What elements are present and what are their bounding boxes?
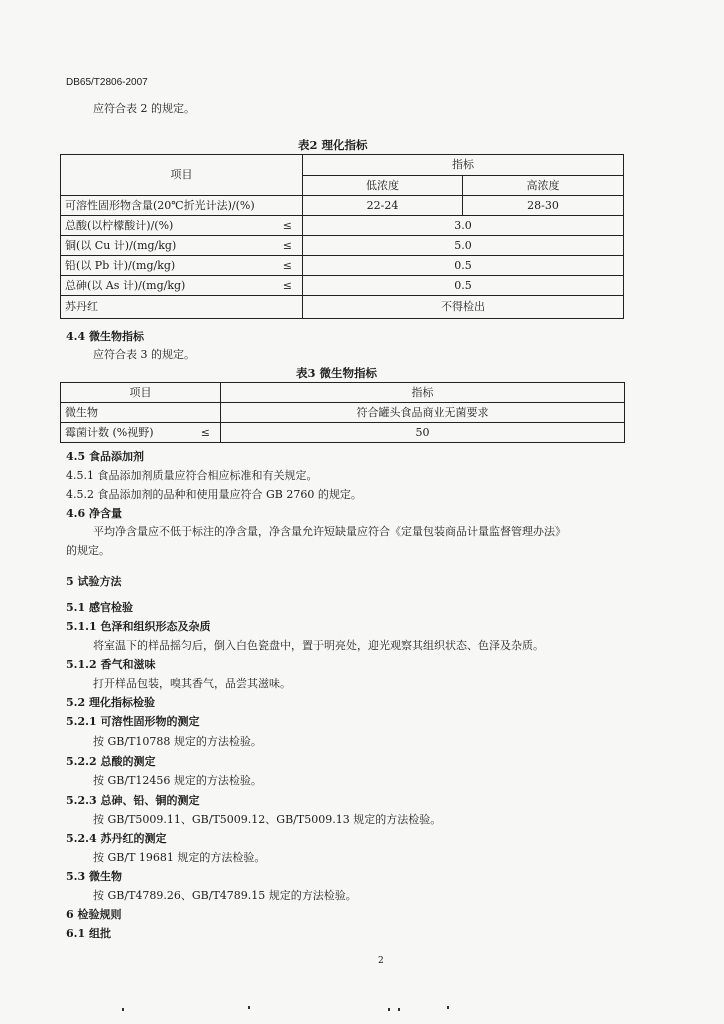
section-4-6-text: 平均净含量应不低于标注的净含量，净含量允许短缺量应符合《定量包装商品计量监督管理办法》 xyxy=(93,525,566,538)
table2-row-name: 可溶性固形物含量(20℃折光计法)/(%) xyxy=(61,196,303,216)
intro-line: 应符合表 2 的规定。 xyxy=(93,102,195,115)
table-row xyxy=(61,276,624,296)
section-5-1-2-title: 5.1.2 香气和滋味 xyxy=(66,658,156,671)
table3-row-name xyxy=(61,423,221,443)
section-4-4-title: 4.4 微生物指标 xyxy=(66,330,144,343)
table-row xyxy=(61,256,624,276)
table2-item-header: 项目 xyxy=(61,155,303,196)
section-4-6-title: 4.6 净含量 xyxy=(66,507,122,520)
section-5-title: 5 试验方法 xyxy=(66,575,122,588)
table2-title: 表2 理化指标 xyxy=(298,138,368,152)
section-5-2-title: 5.2 理化指标检验 xyxy=(66,696,155,709)
table2-row-label: 总酸(以柠檬酸计)/(%) xyxy=(65,218,174,232)
table2 xyxy=(60,154,624,319)
le-sign: ≤ xyxy=(282,278,292,292)
section-4-5-2: 4.5.2 食品添加剂的品种和使用量应符合 GB 2760 的规定。 xyxy=(66,488,362,501)
section-5-1-1-title: 5.1.1 色泽和组织形态及杂质 xyxy=(66,620,211,633)
table2-row-value: 3.0 xyxy=(303,216,624,236)
section-5-2-4-text: 按 GB/T 19681 规定的方法检验。 xyxy=(93,851,266,864)
le-sign: ≤ xyxy=(282,238,292,252)
table2-row-value: 0.5 xyxy=(303,256,624,276)
table2-row-label: 铅(以 Pb 计)/(mg/kg) xyxy=(65,258,176,272)
section-6-1-title: 6.1 组批 xyxy=(66,927,111,940)
table3-row-name: 微生物 xyxy=(61,403,221,423)
document-code: DB65/T2806-2007 xyxy=(66,77,148,88)
scan-speck xyxy=(248,1006,250,1009)
le-sign: ≤ xyxy=(200,425,210,439)
table2-row-label: 总砷(以 As 计)/(mg/kg) xyxy=(65,278,186,292)
table-row xyxy=(61,403,625,423)
table2-row-name xyxy=(61,216,303,236)
table2-row-name: 苏丹红 xyxy=(61,296,303,319)
section-5-2-2-text: 按 GB/T12456 规定的方法检验。 xyxy=(93,774,262,787)
section-4-5-1: 4.5.1 食品添加剂质量应符合相应标准和有关规定。 xyxy=(66,469,318,482)
table2-index-header: 指标 xyxy=(303,155,624,176)
table-row xyxy=(61,296,624,319)
page-number: 2 xyxy=(378,956,384,966)
section-6-title: 6 检验规则 xyxy=(66,908,122,921)
table3-row-value: 符合罐头食品商业无菌要求 xyxy=(221,403,625,423)
section-4-5-title: 4.5 食品添加剂 xyxy=(66,450,144,463)
table3 xyxy=(60,382,625,443)
section-5-1-2-text: 打开样品包装，嗅其香气，品尝其滋味。 xyxy=(93,677,291,690)
table2-row-value: 5.0 xyxy=(303,236,624,256)
table3-item-header: 项目 xyxy=(61,383,221,403)
table-row xyxy=(61,216,624,236)
section-4-6-text-cont: 的规定。 xyxy=(66,544,110,557)
section-5-2-1-title: 5.2.1 可溶性固形物的测定 xyxy=(66,715,200,728)
section-5-2-3-text: 按 GB/T5009.11、GB/T5009.12、GB/T5009.13 规定的方法检验。 xyxy=(93,813,442,826)
table2-row-label: 铜(以 Cu 计)/(mg/kg) xyxy=(65,238,177,252)
table-row xyxy=(61,236,624,256)
table3-row-value: 50 xyxy=(221,423,625,443)
scan-speck xyxy=(398,1008,400,1011)
scan-speck xyxy=(447,1006,449,1009)
table2-row-high: 28-30 xyxy=(463,196,624,216)
table2-row-low: 22-24 xyxy=(303,196,463,216)
table2-row-name xyxy=(61,236,303,256)
table2-high-header: 高浓度 xyxy=(463,175,624,196)
table2-row-name xyxy=(61,256,303,276)
le-sign: ≤ xyxy=(282,258,292,272)
section-5-2-3-title: 5.2.3 总砷、铅、铜的测定 xyxy=(66,794,200,807)
section-5-1-title: 5.1 感官检验 xyxy=(66,601,133,614)
table3-title: 表3 微生物指标 xyxy=(296,366,378,380)
section-4-4-text: 应符合表 3 的规定。 xyxy=(93,348,195,361)
table-row xyxy=(61,196,624,216)
section-5-2-1-text: 按 GB/T10788 规定的方法检验。 xyxy=(93,735,262,748)
section-5-1-1-text: 将室温下的样品摇匀后，倒入白色瓷盘中，置于明亮处，迎光观察其组织状态、色泽及杂质。 xyxy=(93,639,544,652)
table3-row-label: 霉菌计数 (%视野) xyxy=(65,425,154,439)
scan-speck xyxy=(122,1008,124,1011)
section-5-3-title: 5.3 微生物 xyxy=(66,870,122,883)
le-sign: ≤ xyxy=(282,218,292,232)
scan-speck xyxy=(388,1008,390,1011)
section-5-2-4-title: 5.2.4 苏丹红的测定 xyxy=(66,832,167,845)
table2-row-value: 不得检出 xyxy=(303,296,624,319)
table3-index-header: 指标 xyxy=(221,383,625,403)
table2-row-value: 0.5 xyxy=(303,276,624,296)
section-5-3-text: 按 GB/T4789.26、GB/T4789.15 规定的方法检验。 xyxy=(93,889,357,902)
table2-low-header: 低浓度 xyxy=(303,175,463,196)
table2-row-name xyxy=(61,276,303,296)
section-5-2-2-title: 5.2.2 总酸的测定 xyxy=(66,755,156,768)
table-row xyxy=(61,423,625,443)
